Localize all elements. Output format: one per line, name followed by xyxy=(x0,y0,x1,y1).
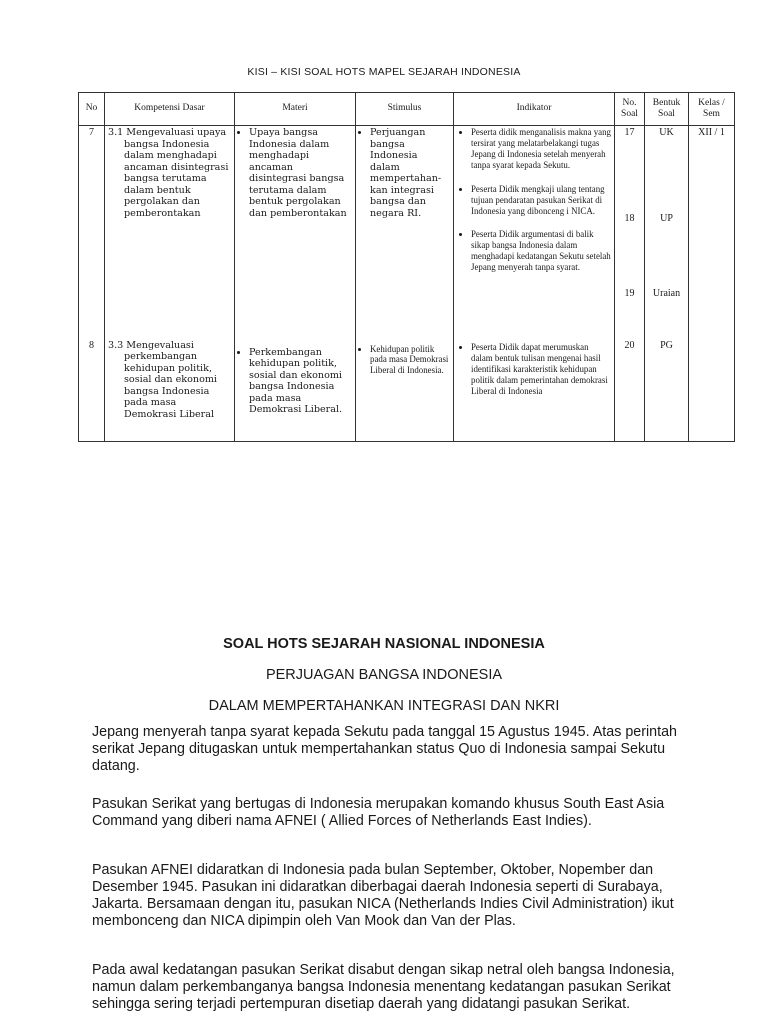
bentuk-soal: UK xyxy=(659,127,674,138)
header-cell: No. Soal xyxy=(615,93,645,126)
indikator-item: • Peserta didik menganalisis makna yang tersirat yang melatarbelakangi tugas Jepang di Indonesia setelah menyerah tanpa syarat kepada Sekutu. xyxy=(471,127,611,172)
header-cell: Bentuk Soal xyxy=(645,93,689,126)
header-cell: Kompetensi Dasar xyxy=(105,93,235,126)
indikator-cell xyxy=(454,126,615,339)
kompetensi-text: 3.1 Mengevaluasi upaya bangsa Indonesia dalam menghadapi ancaman disintegrasi bangsa terutama dalam bentuk pergolakan dan pemberontakan xyxy=(108,127,229,219)
materi-item: • Upaya bangsa Indonesia dalam menghadapi ancaman disintegrasi bangsa terutama dalam bentuk pergolakan dan pemberontakan xyxy=(249,127,352,219)
paragraph: Jepang menyerah tanpa syarat kepada Sekutu pada tanggal 15 Agustus 1945. Atas perintah serikat Jepang ditugaskan untuk mempertahankan status Quo di Indonesia sampai Sekutu datang. xyxy=(92,724,678,774)
paragraph: Pasukan Serikat yang bertugas di Indonesia merupakan komando khusus South East Asia Command yang diberi nama AFNEI ( Allied Forces of Netherlands East Indies). xyxy=(92,796,665,829)
paragraph: Pasukan AFNEI didaratkan di Indonesia pada bulan September, Oktober, Nopember dan Desember 1945. Pasukan ini didaratkan diberbagai daerah Indonesia seperti di Surabaya, Jakarta. Bersamaan dengan itu, pasukan NICA (Netherlands Indies Civil Administration) ikut membonceng dan NICA dipimpin oleh Van Mook dan Van der Plas. xyxy=(92,862,674,929)
materi-item: • Perkembangan kehidupan politik, sosial dan ekonomi bangsa Indonesia pada masa Demokrasi Liberal. xyxy=(249,347,352,416)
stimulus-cell xyxy=(356,126,454,339)
table-header-row xyxy=(79,93,735,126)
stimulus-item: • Perjuangan bangsa Indonesia dalam mempertahan-kan integrasi bangsa dan negara RI. xyxy=(370,127,450,219)
indikator-cell xyxy=(454,339,615,442)
kisi-title: KISI – KISI SOAL HOTS MAPEL SEJARAH INDONESIA xyxy=(247,66,521,78)
indikator-item: • Peserta Didik dapat merumuskan dalam bentuk tulisan mengenai hasil identifikasi karakteristik kehidupan politik dalam pemerintahan demokrasi Liberal di Indonesia xyxy=(471,342,611,398)
header-cell: Stimulus xyxy=(356,93,454,126)
row-number: 7 xyxy=(79,126,105,339)
soal-subtitle: DALAM MEMPERTAHANKAN INTEGRASI DAN NKRI xyxy=(208,698,560,714)
kelas-cell xyxy=(689,339,735,442)
header-cell: No xyxy=(79,93,105,126)
no-soal: 17 xyxy=(624,127,635,138)
indikator-item: • Peserta Didik argumentasi di balik sikap bangsa Indonesia dalam menghadapi kedatangan Sekutu setelah Jepang menyerah tanpa syarat. xyxy=(471,229,611,274)
bentuk-soal: UP xyxy=(660,212,673,224)
materi-cell xyxy=(235,339,356,442)
kisi-table xyxy=(78,92,735,442)
no-soal: 20 xyxy=(624,339,635,351)
header-cell: Materi xyxy=(235,93,356,126)
header-cell: Indikator xyxy=(454,93,615,126)
soal-title: SOAL HOTS SEJARAH NASIONAL INDONESIA xyxy=(223,636,545,652)
no-soal: 19 xyxy=(624,287,635,299)
bentuk-soal-cell xyxy=(645,339,689,442)
kompetensi-cell xyxy=(105,126,235,339)
row-number: 8 xyxy=(79,339,105,442)
indikator-item: • Peserta Didik mengkaji ulang tentang tujuan pendaratan pasukan Serikat di Indonesia yang dibonceng i NICA. xyxy=(471,184,611,217)
table-row xyxy=(79,339,735,442)
kompetensi-cell xyxy=(105,339,235,442)
paragraph: Pada awal kedatangan pasukan Serikat disabut dengan sikap netral oleh bangsa Indonesia, namun dalam perkembanganya bangsa Indonesia menentang kedatangan pasukan Serikat sehingga sering terjadi pertempuran disetiap daerah yang didatangi pasukan Serikat. xyxy=(92,962,675,1012)
stimulus-item: • Kehidupan politik pada masa Demokrasi Liberal di Indonesia. xyxy=(370,344,450,377)
kompetensi-text: 3.3 Mengevaluasi perkembangan kehidupan politik, sosial dan ekonomi bangsa Indonesia pada masa Demokrasi Liberal xyxy=(108,339,218,420)
no-soal: 18 xyxy=(624,212,635,224)
no-soal-cell xyxy=(615,339,645,442)
bentuk-soal: PG xyxy=(660,339,673,351)
soal-subtitle: PERJUAGAN BANGSA INDONESIA xyxy=(265,667,503,683)
bentuk-soal-cell xyxy=(645,126,689,339)
stimulus-cell xyxy=(356,339,454,442)
no-soal-cell xyxy=(615,126,645,339)
kelas-cell: XII / 1 xyxy=(689,126,735,339)
bentuk-soal: Uraian xyxy=(652,287,681,299)
header-cell: Kelas / Sem xyxy=(689,93,735,126)
materi-cell xyxy=(235,126,356,339)
table-row xyxy=(79,126,735,339)
